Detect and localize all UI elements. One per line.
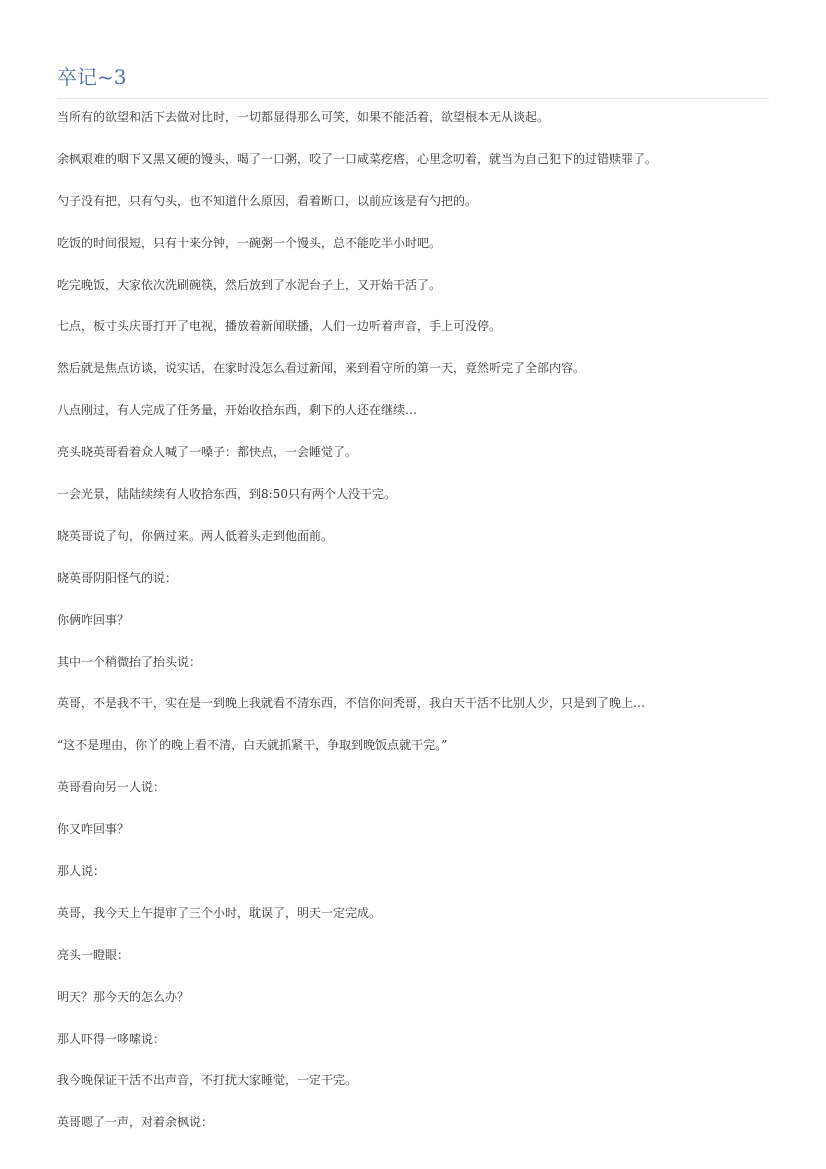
paragraph: 我今晚保证干活不出声音，不打扰大家睡觉，一定干完。 xyxy=(57,1073,358,1088)
title-divider xyxy=(57,98,769,99)
paragraph: 当所有的欲望和活下去做对比时，一切都显得那么可笑，如果不能活着，欲望根本无从谈起。 xyxy=(57,110,550,124)
paragraph: 勺子没有把，只有勺头，也不知道什么原因，看着断口，以前应该是有勺把的。 xyxy=(57,193,478,208)
paragraph: 七点，板寸头庆哥打开了电视，播放着新闻联播，人们一边听着声音，手上可没停。 xyxy=(57,319,502,334)
paragraph: 一会光景，陆陆续续有人收拾东西，到8:50只有两个人没干完。 xyxy=(57,487,396,502)
paragraph: 吃饭的时间很短，只有十来分钟，一碗粥一个馒头，总不能吃半小时吧。 xyxy=(57,235,442,250)
paragraph: 你俩咋回事？ xyxy=(57,612,130,627)
paragraph: 那人说： xyxy=(57,864,106,879)
paragraph: 亮头晓英哥看着众人喊了一嗓子：都快点，一会睡觉了。 xyxy=(57,445,358,460)
paragraph: “这不是理由，你丫的晚上看不清，白天就抓紧干，争取到晚饭点就干完。” xyxy=(57,738,448,753)
paragraph: 英哥看向另一人说： xyxy=(57,780,166,795)
paragraph: 晓英哥阴阳怪气的说： xyxy=(57,570,178,585)
paragraph: 其中一个稍微抬了抬头说： xyxy=(57,654,202,669)
paragraph: 八点刚过，有人完成了任务量，开始收拾东西，剩下的人还在继续… xyxy=(57,403,418,418)
paragraph: 吃完晚饭，大家依次洗刷碗筷，然后放到了水泥台子上，又开始干活了。 xyxy=(57,277,442,292)
paragraph: 亮头一瞪眼： xyxy=(57,947,130,962)
paragraph: 余枫艰难的咽下又黑又硬的馒头，喝了一口粥，咬了一口咸菜疙瘩，心里念叨着，就当为自己犯下的过错赎罪了。 xyxy=(57,151,658,166)
paragraph: 英哥，不是我不干，实在是一到晚上我就看不清东西，不信你问秃哥，我白天干活不比别人少，只是到了晚上… xyxy=(57,696,646,711)
document-title: 卒记~3 xyxy=(57,65,127,89)
paragraph: 然后就是焦点访谈，说实话，在家时没怎么看过新闻，来到看守所的第一天，竟然听完了全部内容。 xyxy=(57,361,586,376)
paragraph: 明天？那今天的怎么办？ xyxy=(57,989,190,1004)
paragraph: 晓英哥说了句，你俩过来。两人低着头走到他面前。 xyxy=(57,528,334,543)
paragraph: 那人吓得一哆嗦说： xyxy=(57,1031,166,1046)
paragraph: 你又咋回事？ xyxy=(57,822,130,837)
paragraph: 英哥，我今天上午提审了三个小时，耽误了，明天一定完成。 xyxy=(57,905,382,920)
paragraph: 英哥嗯了一声，对着余枫说： xyxy=(57,1115,214,1130)
document-body xyxy=(57,107,769,1154)
